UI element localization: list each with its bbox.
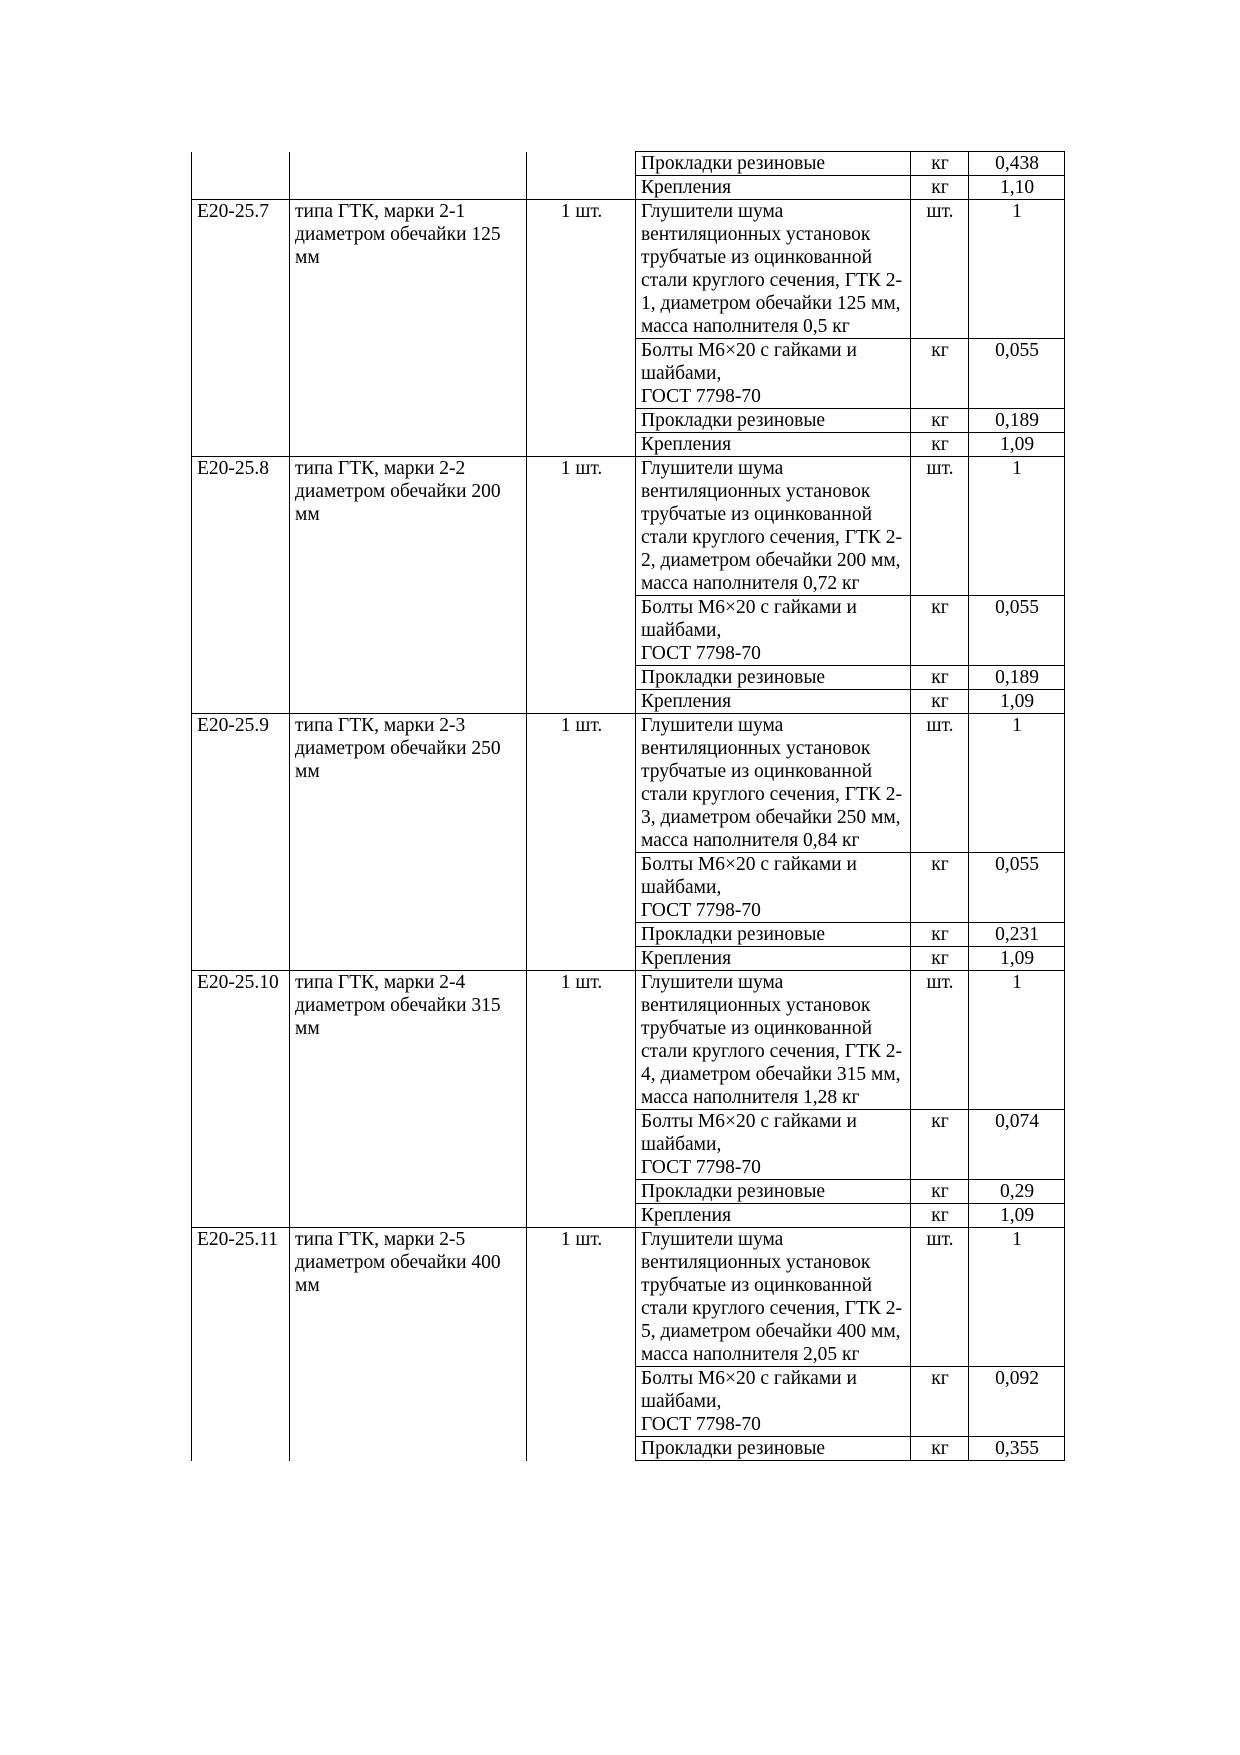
- table-row: [192, 714, 1065, 853]
- material-name: Глушители шума вентиляционных установок трубчатые из оцинкованной стали круглого сечения, ГТК 2-1, диаметром обечайки 125 мм, масса наполнителя 0,5 кг: [641, 201, 903, 337]
- work-amount: 1 шт.: [527, 1228, 636, 1367]
- name-cell-empty: [290, 596, 527, 666]
- material-quantity: 0,355: [969, 1437, 1065, 1461]
- table-row: [192, 853, 1065, 923]
- name-cell-empty: [290, 409, 527, 433]
- material-standard: ГОСТ 7798-70: [641, 386, 761, 407]
- table-row: [192, 1367, 1065, 1437]
- material-quantity: 1: [969, 457, 1065, 596]
- material-name: Глушители шума вентиляционных установок трубчатые из оцинкованной стали круглого сечения, ГТК 2-3, диаметром обечайки 250 мм, масса наполнителя 0,84 кг: [641, 715, 903, 851]
- code-cell-empty: [192, 1110, 290, 1180]
- material-name-cell: [636, 1367, 911, 1437]
- material-standard: ГОСТ 7798-70: [641, 900, 761, 921]
- code-cell-empty: [192, 433, 290, 457]
- resource-table: [191, 151, 1065, 1461]
- material-name-cell: [636, 433, 911, 457]
- material-name: Болты М6×20 с гайками и шайбами,: [641, 854, 857, 898]
- work-amount: 1 шт.: [527, 714, 636, 853]
- material-name: Крепления: [641, 177, 732, 198]
- material-name: Крепления: [641, 1205, 732, 1226]
- code-cell-empty: [192, 596, 290, 666]
- material-quantity: 1: [969, 200, 1065, 339]
- material-name-cell: [636, 176, 911, 200]
- table-row: [192, 1180, 1065, 1204]
- material-name: Прокладки резиновые: [641, 924, 826, 945]
- work-name: типа ГТК, марки 2-4 диаметром обечайки 315 мм: [290, 971, 527, 1110]
- material-name-cell: [636, 947, 911, 971]
- code-cell-empty: [192, 339, 290, 409]
- name-cell-empty: [290, 947, 527, 971]
- material-name-cell: [636, 1110, 911, 1180]
- rate-code: Е20-25.7: [192, 200, 290, 339]
- material-unit: кг: [911, 1110, 969, 1180]
- table-row: [192, 1437, 1065, 1461]
- material-unit: кг: [911, 923, 969, 947]
- material-quantity: 1,10: [969, 176, 1065, 200]
- material-name-cell: [636, 339, 911, 409]
- material-standard: ГОСТ 7798-70: [641, 1157, 761, 1178]
- code-cell-empty: [192, 1180, 290, 1204]
- name-cell-empty: [290, 1367, 527, 1437]
- table-row: [192, 339, 1065, 409]
- material-quantity: 1,09: [969, 433, 1065, 457]
- table-row: [192, 409, 1065, 433]
- rate-code: Е20-25.9: [192, 714, 290, 853]
- table-row: [192, 457, 1065, 596]
- material-name: Болты М6×20 с гайками и шайбами,: [641, 1368, 857, 1412]
- material-quantity: 1,09: [969, 690, 1065, 714]
- work-name: типа ГТК, марки 2-3 диаметром обечайки 250 мм: [290, 714, 527, 853]
- material-unit: шт.: [911, 971, 969, 1110]
- material-unit: шт.: [911, 457, 969, 596]
- material-name-cell: [636, 971, 911, 1110]
- amount-cell-empty: [527, 152, 636, 176]
- code-cell-empty: [192, 409, 290, 433]
- material-name: Прокладки резиновые: [641, 1438, 826, 1459]
- material-quantity: 1,09: [969, 1204, 1065, 1228]
- material-quantity: 1: [969, 1228, 1065, 1367]
- code-cell-empty: [192, 853, 290, 923]
- material-name-cell: [636, 853, 911, 923]
- name-cell-empty: [290, 690, 527, 714]
- table-row: [192, 200, 1065, 339]
- material-unit: кг: [911, 596, 969, 666]
- material-unit: шт.: [911, 714, 969, 853]
- material-unit: кг: [911, 1437, 969, 1461]
- rate-code: Е20-25.10: [192, 971, 290, 1110]
- material-unit: кг: [911, 176, 969, 200]
- rate-code: Е20-25.11: [192, 1228, 290, 1367]
- code-cell-empty: [192, 690, 290, 714]
- table-row: [192, 433, 1065, 457]
- material-quantity: 0,29: [969, 1180, 1065, 1204]
- name-cell-empty: [290, 152, 527, 176]
- material-unit: кг: [911, 666, 969, 690]
- table-row: [192, 971, 1065, 1110]
- amount-cell-empty: [527, 339, 636, 409]
- work-name: типа ГТК, марки 2-2 диаметром обечайки 200 мм: [290, 457, 527, 596]
- work-amount: 1 шт.: [527, 200, 636, 339]
- amount-cell-empty: [527, 1110, 636, 1180]
- material-name-cell: [636, 1204, 911, 1228]
- material-name-cell: [636, 596, 911, 666]
- table-row: [192, 666, 1065, 690]
- material-name: Болты М6×20 с гайками и шайбами,: [641, 340, 857, 384]
- material-standard: ГОСТ 7798-70: [641, 1414, 761, 1435]
- material-unit: шт.: [911, 200, 969, 339]
- work-amount: 1 шт.: [527, 457, 636, 596]
- material-name-cell: [636, 690, 911, 714]
- material-quantity: 0,055: [969, 853, 1065, 923]
- material-unit: кг: [911, 409, 969, 433]
- material-name: Прокладки резиновые: [641, 1181, 826, 1202]
- resource-table-body: [192, 152, 1065, 1461]
- code-cell-empty: [192, 947, 290, 971]
- material-quantity: 1: [969, 971, 1065, 1110]
- material-unit: кг: [911, 1204, 969, 1228]
- code-cell-empty: [192, 666, 290, 690]
- amount-cell-empty: [527, 666, 636, 690]
- name-cell-empty: [290, 923, 527, 947]
- table-row: [192, 923, 1065, 947]
- amount-cell-empty: [527, 1204, 636, 1228]
- amount-cell-empty: [527, 1180, 636, 1204]
- material-name-cell: [636, 457, 911, 596]
- amount-cell-empty: [527, 923, 636, 947]
- material-quantity: 0,092: [969, 1367, 1065, 1437]
- name-cell-empty: [290, 433, 527, 457]
- material-unit: кг: [911, 947, 969, 971]
- name-cell-empty: [290, 1110, 527, 1180]
- amount-cell-empty: [527, 596, 636, 666]
- material-name-cell: [636, 923, 911, 947]
- name-cell-empty: [290, 1204, 527, 1228]
- material-name: Крепления: [641, 948, 732, 969]
- material-name: Прокладки резиновые: [641, 153, 826, 174]
- material-name-cell: [636, 1437, 911, 1461]
- code-cell-empty: [192, 1204, 290, 1228]
- material-unit: кг: [911, 152, 969, 176]
- material-name: Болты М6×20 с гайками и шайбами,: [641, 1111, 857, 1155]
- material-quantity: 1,09: [969, 947, 1065, 971]
- code-cell-empty: [192, 1437, 290, 1461]
- material-name-cell: [636, 666, 911, 690]
- material-quantity: 0,055: [969, 339, 1065, 409]
- amount-cell-empty: [527, 853, 636, 923]
- material-name-cell: [636, 200, 911, 339]
- table-row: [192, 690, 1065, 714]
- material-unit: кг: [911, 853, 969, 923]
- name-cell-empty: [290, 176, 527, 200]
- material-name: Крепления: [641, 434, 732, 455]
- table-row: [192, 596, 1065, 666]
- material-quantity: 0,189: [969, 666, 1065, 690]
- material-name: Глушители шума вентиляционных установок трубчатые из оцинкованной стали круглого сечения, ГТК 2-2, диаметром обечайки 200 мм, масса наполнителя 0,72 кг: [641, 458, 903, 594]
- code-cell-empty: [192, 152, 290, 176]
- name-cell-empty: [290, 853, 527, 923]
- material-quantity: 1: [969, 714, 1065, 853]
- material-unit: кг: [911, 433, 969, 457]
- name-cell-empty: [290, 339, 527, 409]
- material-unit: кг: [911, 1367, 969, 1437]
- name-cell-empty: [290, 666, 527, 690]
- material-quantity: 0,189: [969, 409, 1065, 433]
- material-name: Болты М6×20 с гайками и шайбами,: [641, 597, 857, 641]
- material-standard: ГОСТ 7798-70: [641, 643, 761, 664]
- material-name-cell: [636, 152, 911, 176]
- material-unit: кг: [911, 339, 969, 409]
- work-name: типа ГТК, марки 2-5 диаметром обечайки 400 мм: [290, 1228, 527, 1367]
- material-unit: шт.: [911, 1228, 969, 1367]
- name-cell-empty: [290, 1437, 527, 1461]
- code-cell-empty: [192, 1367, 290, 1437]
- material-unit: кг: [911, 690, 969, 714]
- material-unit: кг: [911, 1180, 969, 1204]
- amount-cell-empty: [527, 409, 636, 433]
- table-row: [192, 176, 1065, 200]
- amount-cell-empty: [527, 1437, 636, 1461]
- material-name: Прокладки резиновые: [641, 667, 826, 688]
- name-cell-empty: [290, 1180, 527, 1204]
- table-row: [192, 152, 1065, 176]
- amount-cell-empty: [527, 176, 636, 200]
- material-quantity: 0,074: [969, 1110, 1065, 1180]
- work-name: типа ГТК, марки 2-1 диаметром обечайки 125 мм: [290, 200, 527, 339]
- table-row: [192, 1204, 1065, 1228]
- material-quantity: 0,438: [969, 152, 1065, 176]
- material-quantity: 0,231: [969, 923, 1065, 947]
- material-name: Глушители шума вентиляционных установок трубчатые из оцинкованной стали круглого сечения, ГТК 2-5, диаметром обечайки 400 мм, масса наполнителя 2,05 кг: [641, 1229, 903, 1365]
- material-name: Прокладки резиновые: [641, 410, 826, 431]
- material-name-cell: [636, 714, 911, 853]
- table-row: [192, 1228, 1065, 1367]
- work-amount: 1 шт.: [527, 971, 636, 1110]
- material-name-cell: [636, 1180, 911, 1204]
- material-name-cell: [636, 1228, 911, 1367]
- amount-cell-empty: [527, 433, 636, 457]
- material-name: Крепления: [641, 691, 732, 712]
- table-row: [192, 947, 1065, 971]
- amount-cell-empty: [527, 947, 636, 971]
- rate-code: Е20-25.8: [192, 457, 290, 596]
- material-name: Глушители шума вентиляционных установок трубчатые из оцинкованной стали круглого сечения, ГТК 2-4, диаметром обечайки 315 мм, масса наполнителя 1,28 кг: [641, 972, 903, 1108]
- material-quantity: 0,055: [969, 596, 1065, 666]
- amount-cell-empty: [527, 690, 636, 714]
- table-row: [192, 1110, 1065, 1180]
- amount-cell-empty: [527, 1367, 636, 1437]
- code-cell-empty: [192, 923, 290, 947]
- material-name-cell: [636, 409, 911, 433]
- code-cell-empty: [192, 176, 290, 200]
